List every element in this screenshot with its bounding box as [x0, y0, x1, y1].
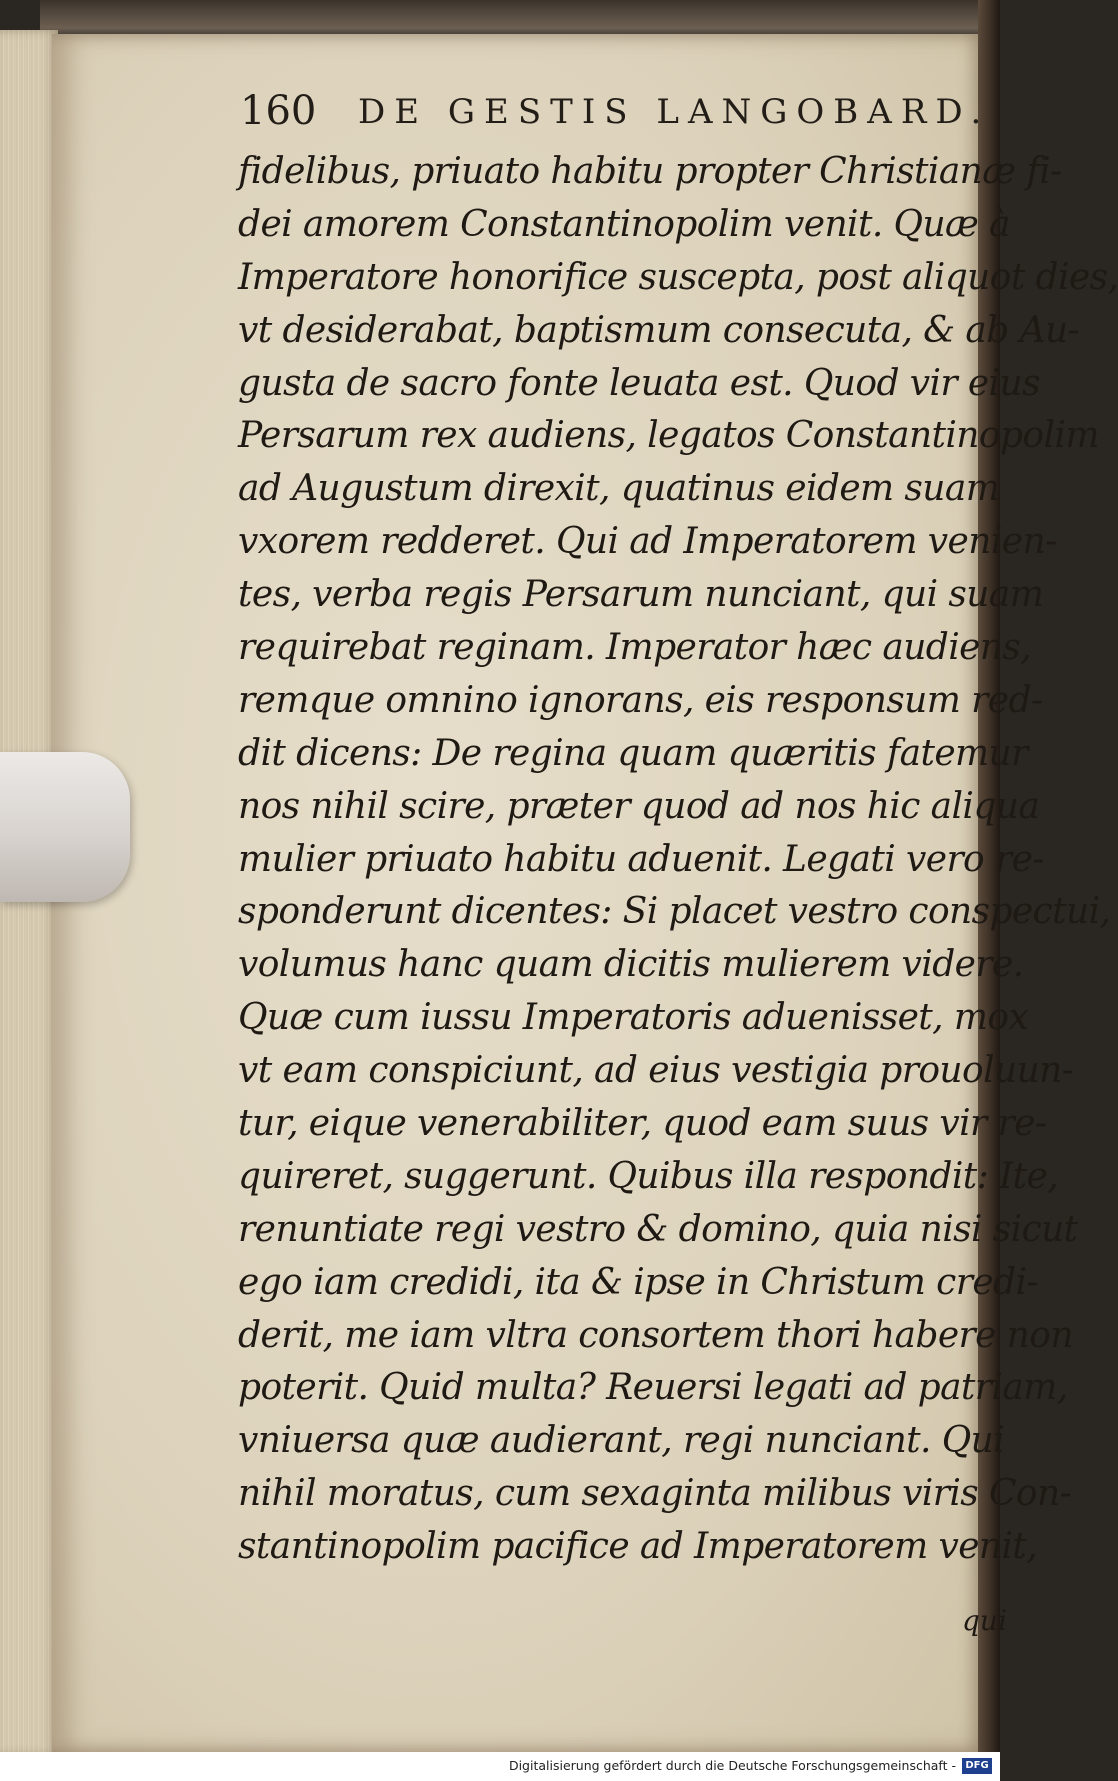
text-line: tes, verba regis Persarum nunciant, qui suam [238, 574, 1044, 616]
text-line: Imperatore honorifice suscepta, post aliquot dies, [238, 256, 1118, 298]
text-line: Quæ cum iussu Imperatoris aduenisset, mox [238, 997, 1029, 1039]
text-line: gusta de sacro fonte leuata est. Quod vir eius [238, 362, 1040, 404]
footer-credit: Digitalisierung gefördert durch die Deutsche Forschungsgemeinschaft - [508, 1758, 956, 1773]
text-line: remque omnino ignorans, eis responsum red- [238, 679, 1043, 721]
text-line: quireret, suggerunt. Quibus illa respondit: Ite, [238, 1155, 1059, 1197]
text-line: ad Augustum direxit, quatinus eidem suam [238, 468, 1000, 510]
digitization-footer [0, 1752, 1000, 1781]
text-line: dit dicens: De regina quam quæritis fatemur [238, 732, 1028, 774]
text-line: requirebat reginam. Imperator hæc audiens, [238, 627, 1032, 669]
text-line: tur, eique venerabiliter, quod eam suus vir re- [238, 1103, 1047, 1145]
text-line: nihil moratus, cum sexaginta milibus viris Con- [238, 1473, 1072, 1515]
text-line: renuntiate regi vestro & domino, quia nisi sicut [238, 1208, 1078, 1250]
catchword: qui [962, 1604, 1007, 1637]
text-line: sponderunt dicentes: Si placet vestro conspectui, [238, 891, 1111, 933]
text-line: vt desiderabat, baptismum consecuta, & ab Au- [238, 309, 1080, 351]
text-line: derit, me iam vltra consortem thori habere non [238, 1314, 1073, 1356]
running-head-title: DE GESTIS LANGOBARD. [358, 92, 991, 132]
text-line: fidelibus, priuato habitu propter Christianæ fi- [238, 151, 1062, 192]
dfg-logo-icon: DFG [962, 1758, 992, 1774]
text-line: nos nihil scire, præter quod ad nos hic aliqua [238, 785, 1040, 827]
body-text [238, 146, 1118, 1606]
text-line: vxorem redderet. Qui ad Imperatorem venien- [238, 521, 1057, 563]
text-line: poterit. Quid multa? Reuersi legati ad patriam, [238, 1367, 1068, 1409]
text-line: mulier priuato habitu aduenit. Legati vero re- [238, 838, 1044, 880]
text-line: ego iam credidi, ita & ipse in Christum credi- [238, 1261, 1038, 1303]
text-line: dei amorem Constantinopolim venit. Quæ à [238, 203, 1010, 245]
text-line: vt eam conspiciunt, ad eius vestigia prouoluun- [238, 1050, 1074, 1092]
running-head [240, 88, 991, 138]
text-line: volumus hanc quam dicitis mulierem videre. [238, 944, 1024, 986]
page-number: 160 [240, 88, 317, 134]
text-line: stantinopolim pacifice ad Imperatorem venit, [238, 1526, 1038, 1568]
text-line: Persarum rex audiens, legatos Constantinopolim [238, 415, 1099, 457]
holding-thumb [0, 752, 130, 902]
text-line: vniuersa quæ audierant, regi nunciant. Qui [238, 1420, 1005, 1462]
